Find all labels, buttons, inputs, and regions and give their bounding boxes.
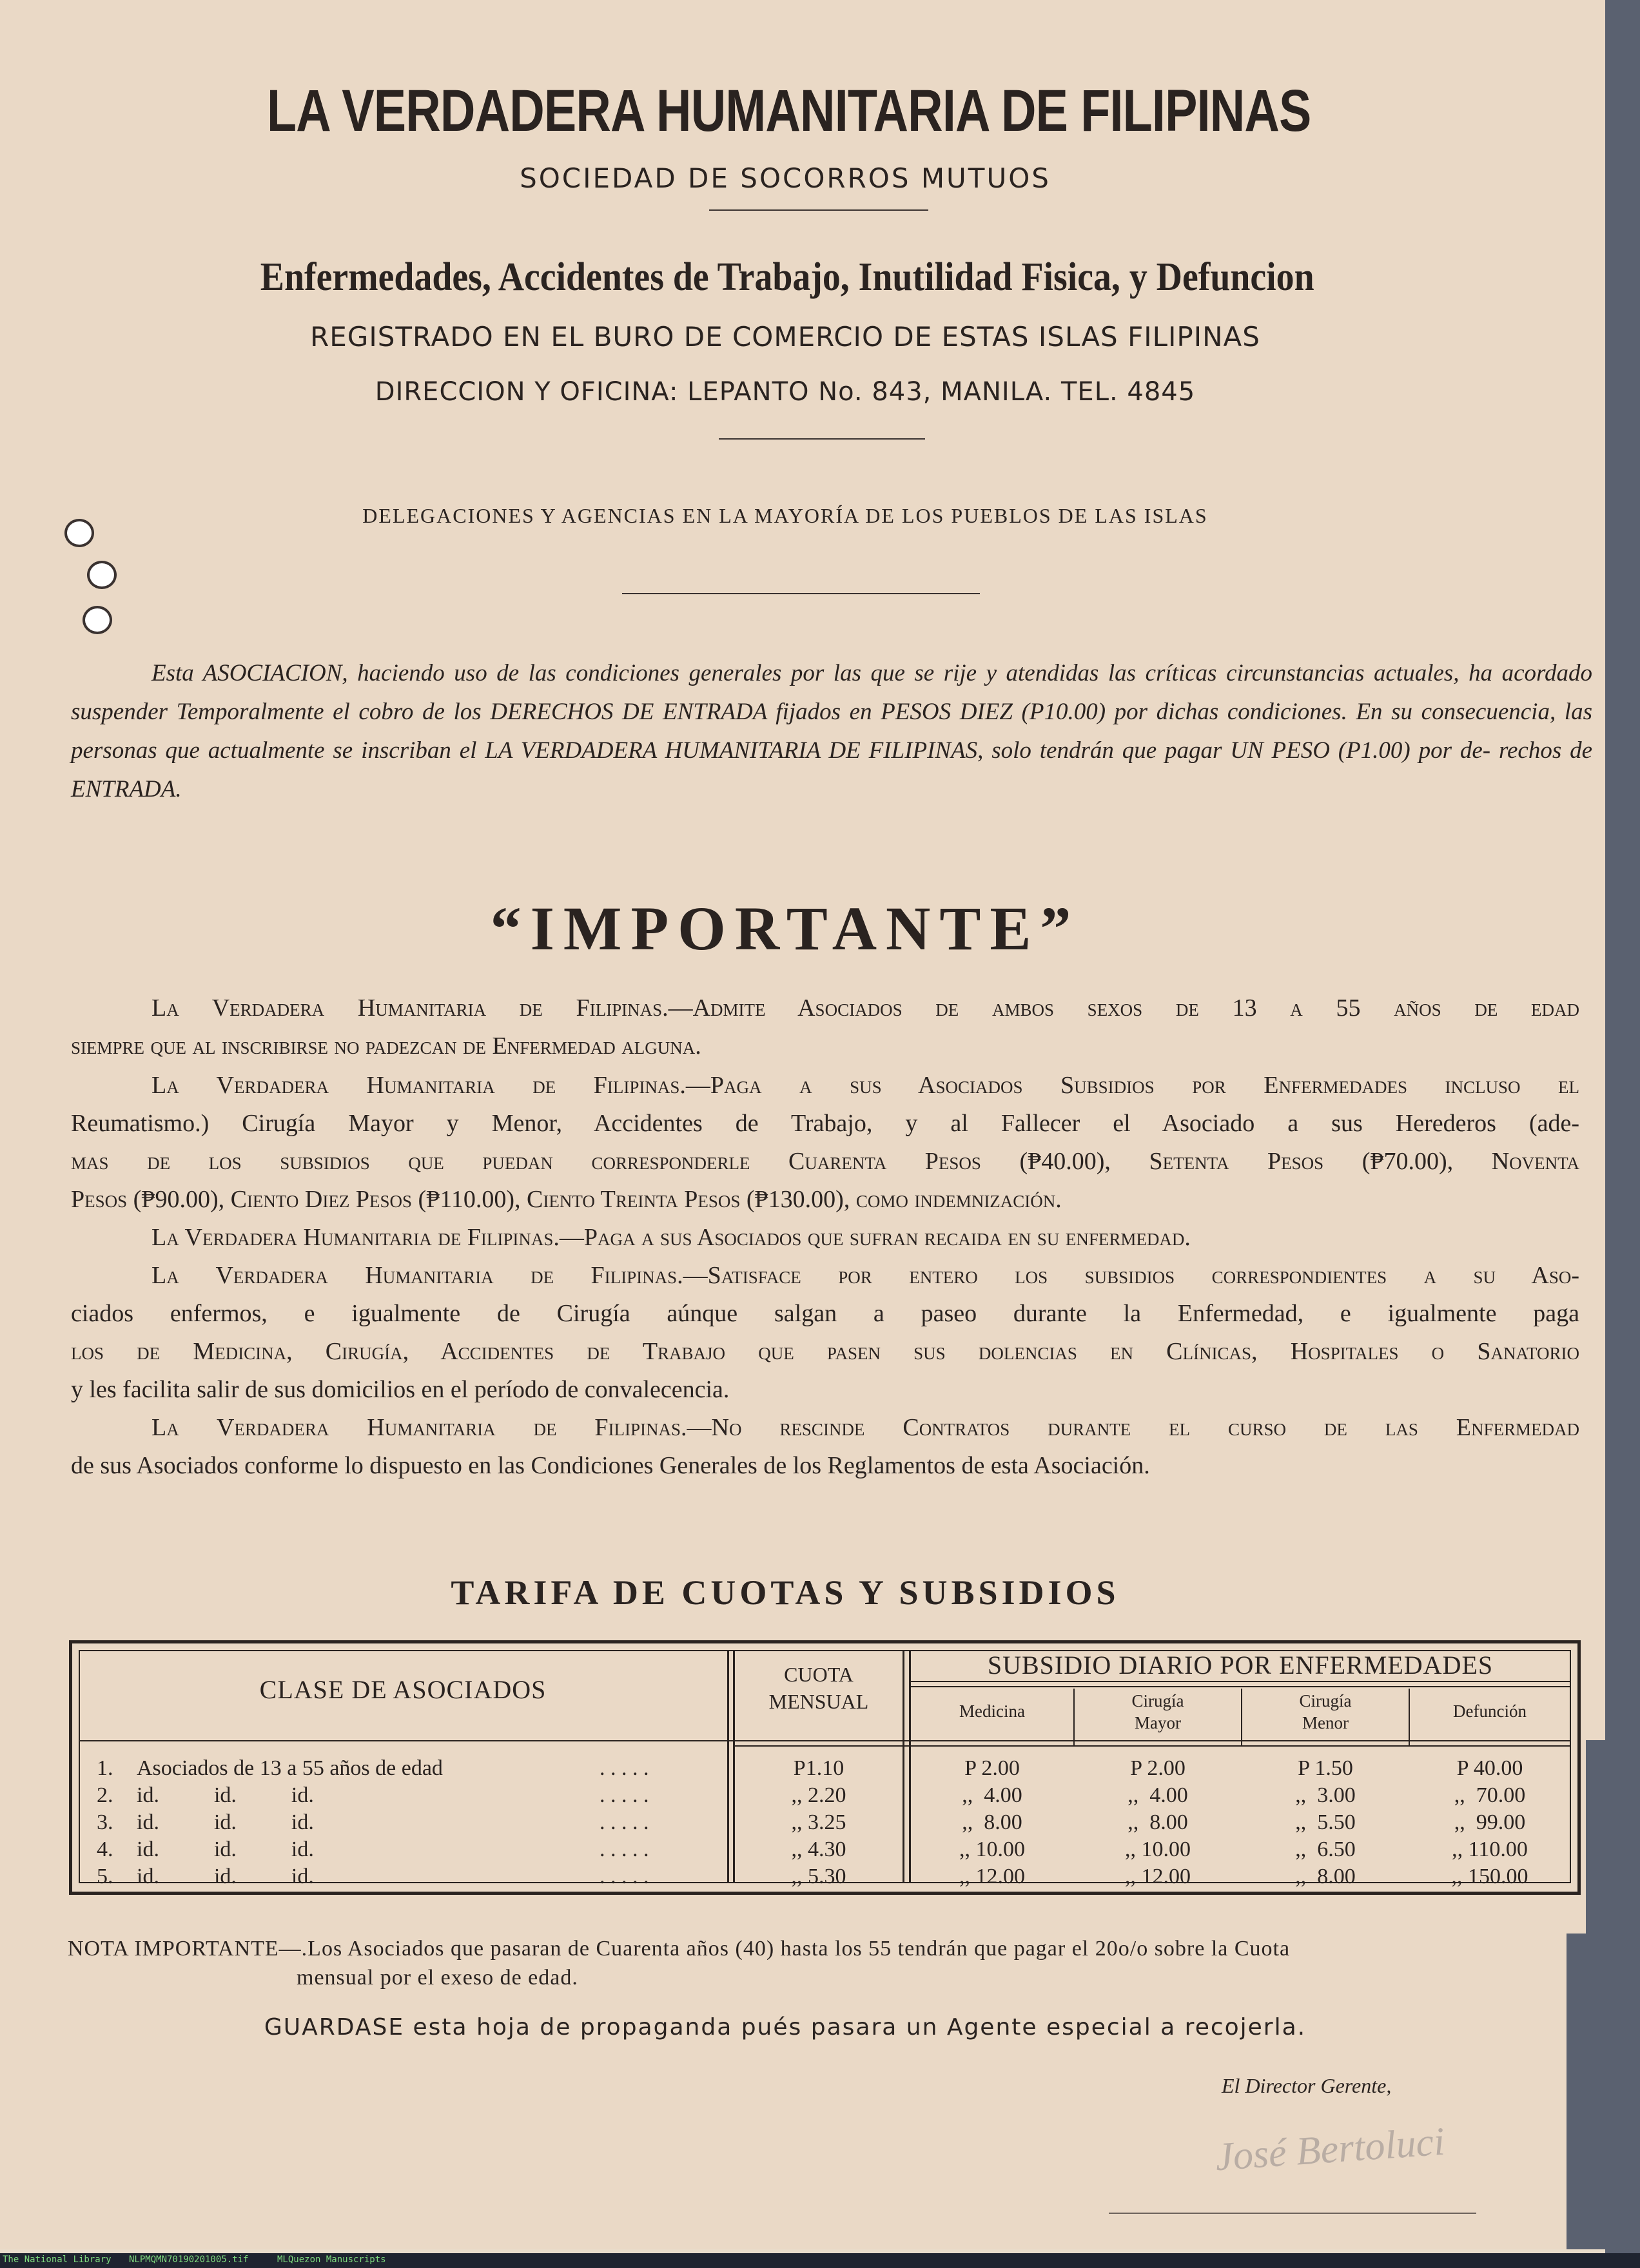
row-cirugia-mayor: ,, 10.00 [1125,1837,1191,1861]
scan-footer-mid: NLPMQMN70190201005.tif [129,2254,249,2265]
nota-importante: NOTA IMPORTANTE—.Los Asociados que pasaran de Cuarenta años (40) hasta los 55 tendrán que pagar el 20o/o sobre la Cuota [68,1937,1291,1961]
row-cirugia-menor: ,, 6.50 [1295,1837,1356,1861]
signature-role: El Director Gerente, [1222,2074,1392,2097]
row-defuncion: ,, 99.00 [1454,1810,1526,1834]
registration-line: REGISTRADO EN EL BURO DE COMERCIO DE ESTAS ISLAS FILIPINAS [310,321,1260,353]
signature-name: José Bertoluci [1214,2119,1447,2180]
row-medicina: ,, 8.00 [962,1810,1022,1834]
importante-line: Reumatismo.) Cirugía Mayor y Menor, Accidentes de Trabajo, y al Fallecer el Asociado a sus Herederos (ade- [71,1110,1579,1137]
row-cirugia-mayor: ,, 12.00 [1125,1865,1191,1888]
row-dots: . . . . . [600,1837,649,1861]
row-defuncion: P 40.00 [1456,1756,1523,1780]
row-dots: . . . . . [600,1756,649,1780]
row-cirugia-menor: P 1.50 [1298,1756,1353,1780]
row-clase: id. id. id. [137,1810,314,1834]
row-cuota: ,, 2.20 [791,1783,846,1807]
row-cirugia-mayor: ,, 8.00 [1128,1810,1188,1834]
intro-line: circunstancias actuales, ha acordado suspender Temporalmente el cobro de los DERECHOS DE ENTRADA [71,660,1593,725]
society-title: LA VERDADERA HUMANITARIA DE FILIPINAS [266,78,1311,144]
importante-line: mas de los subsidios que puedan corresponderle Cuarenta Pesos (₱40.00), Setenta Pesos (₱70.00), Noventa [71,1148,1579,1175]
row-defuncion: ,, 70.00 [1454,1783,1526,1807]
signature-line [1109,2213,1476,2214]
torn-edge [1567,1934,1592,2249]
row-cirugia-menor: ,, 5.50 [1295,1810,1356,1834]
row-clase: id. id. id. [137,1783,314,1807]
importante-line: La Verdadera Humanitaria de Filipinas.—Paga a sus Asociados que sufran recaida en su enfermedad. [151,1224,1191,1251]
importante-heading: “IMPORTANTE” [490,894,1080,963]
row-number: 3. [97,1810,113,1834]
nota-importante-2: mensual por el exeso de edad. [297,1966,578,1990]
delegations-line: DELEGACIONES Y AGENCIAS EN LA MAYORÍA DE LOS PUEBLOS DE LAS ISLAS [362,504,1208,527]
importante-line: Pesos (₱90.00), Ciento Diez Pesos (₱110.00), Ciento Treinta Pesos (₱130.00), como indemnización. [71,1186,1062,1213]
row-dots: . . . . . [600,1810,649,1834]
importante-line: de sus Asociados conforme lo dispuesto en las Condiciones Generales de los Reglamentos de esta Asociación. [71,1452,1150,1479]
scan-footer-left: The National Library [3,2254,112,2265]
col-header-cirugia-menor-2: Menor [1302,1713,1349,1732]
scan-background [1605,0,1640,2253]
row-defuncion: ,, 150.00 [1451,1865,1528,1888]
scan-footer-right: MLQuezon Manuscripts [277,2254,386,2265]
row-dots: . . . . . [600,1865,649,1888]
row-cuota: ,, 4.30 [791,1837,846,1861]
society-subtitle: SOCIEDAD DE SOCORROS MUTUOS [520,162,1051,194]
row-cuota: ,, 5.30 [791,1865,846,1888]
col-header-clase: CLASE DE ASOCIADOS [259,1675,547,1704]
importante-line: ciados enfermos, e igualmente de Cirugía aúnque salgan a paseo durante la Enfermedad, e igualmente paga [71,1300,1579,1327]
row-number: 4. [97,1837,113,1861]
intro-line: inscriban el LA VERDADERA HUMANITARIA DE FILIPINAS, solo tendrán que pagar UN PESO (P1.00) por de- [361,737,1491,764]
row-number: 1. [97,1756,113,1780]
tarifa-heading: TARIFA DE CUOTAS Y SUBSIDIOS [451,1573,1120,1612]
importante-line: los de Medicina, Cirugía, Accidentes de Trabajo que pasen sus dolencias en Clínicas, Hospitales o Sanatorio [71,1338,1579,1365]
row-cuota: ,, 3.25 [791,1810,846,1834]
row-number: 2. [97,1783,113,1807]
importante-line: La Verdadera Humanitaria de Filipinas.—Paga a sus Asociados Subsidios por Enfermedades incluso el [151,1072,1579,1099]
row-medicina: ,, 4.00 [962,1783,1022,1807]
col-header-cirugia-menor: Cirugía [1299,1691,1352,1711]
row-medicina: ,, 12.00 [959,1865,1025,1888]
intro-line: rechos de ENTRADA. [71,737,1592,802]
row-clase: id. id. id. [137,1837,314,1861]
col-header-defuncion: Defunción [1453,1701,1527,1721]
col-header-medicina: Medicina [959,1701,1025,1721]
row-dots: . . . . . [600,1783,649,1807]
importante-line: La Verdadera Humanitaria de Filipinas.—Admite Asociados de ambos sexos de 13 a 55 años de edad [151,994,1579,1022]
row-clase: Asociados de 13 a 55 años de edad [137,1756,443,1780]
row-cirugia-menor: ,, 3.00 [1295,1783,1356,1807]
col-header-cirugia-mayor: Cirugía [1131,1691,1184,1711]
importante-line: La Verdadera Humanitaria de Filipinas.—No rescinde Contratos durante el curso de las Enfermedad [151,1414,1579,1441]
col-header-cirugia-mayor-2: Mayor [1135,1713,1181,1732]
address-line: DIRECCION Y OFICINA: LEPANTO No. 843, MANILA. TEL. 4845 [375,377,1196,407]
scan-footer [0,2253,1640,2268]
row-medicina: P 2.00 [964,1756,1020,1780]
importante-line: y les facilita salir de sus domicilios en el período de convalecencia. [71,1376,730,1403]
row-cirugia-mayor: P 2.00 [1130,1756,1186,1780]
col-header-subsidio: SUBSIDIO DIARIO POR ENFERMEDADES [987,1651,1494,1680]
row-number: 5. [97,1865,113,1888]
col-header-cuota: CUOTA [784,1663,854,1686]
guardase-line: GUARDASE esta hoja de propaganda pués pasara un Agente especial a recojerla. [264,2014,1307,2040]
row-cirugia-menor: ,, 8.00 [1295,1865,1356,1888]
row-medicina: ,, 10.00 [959,1837,1025,1861]
importante-line: siempre que al inscribirse no padezcan de Enfermedad alguna. [71,1032,701,1060]
importante-line: La Verdadera Humanitaria de Filipinas.—Satisface por entero los subsidios correspondientes a su Aso- [151,1262,1579,1289]
col-header-cuota-2: MENSUAL [768,1690,869,1713]
row-defuncion: ,, 110.00 [1452,1837,1528,1861]
intro-line: fijados en PESOS DIEZ (P10.00) por dichas condiciones. En su consecuencia, las personas que actualmente se [71,699,1592,764]
row-cuota: P1.10 [793,1756,844,1780]
coverage-line: Enfermedades, Accidentes de Trabajo, Inutilidad Fisica, y Defuncion [260,255,1314,299]
row-clase: id. id. id. [137,1865,314,1888]
intro-line: Esta ASOCIACION, haciendo uso de las condiciones generales por las que se rije y atendidas las críticas [151,660,1217,686]
row-cirugia-mayor: ,, 4.00 [1128,1783,1188,1807]
